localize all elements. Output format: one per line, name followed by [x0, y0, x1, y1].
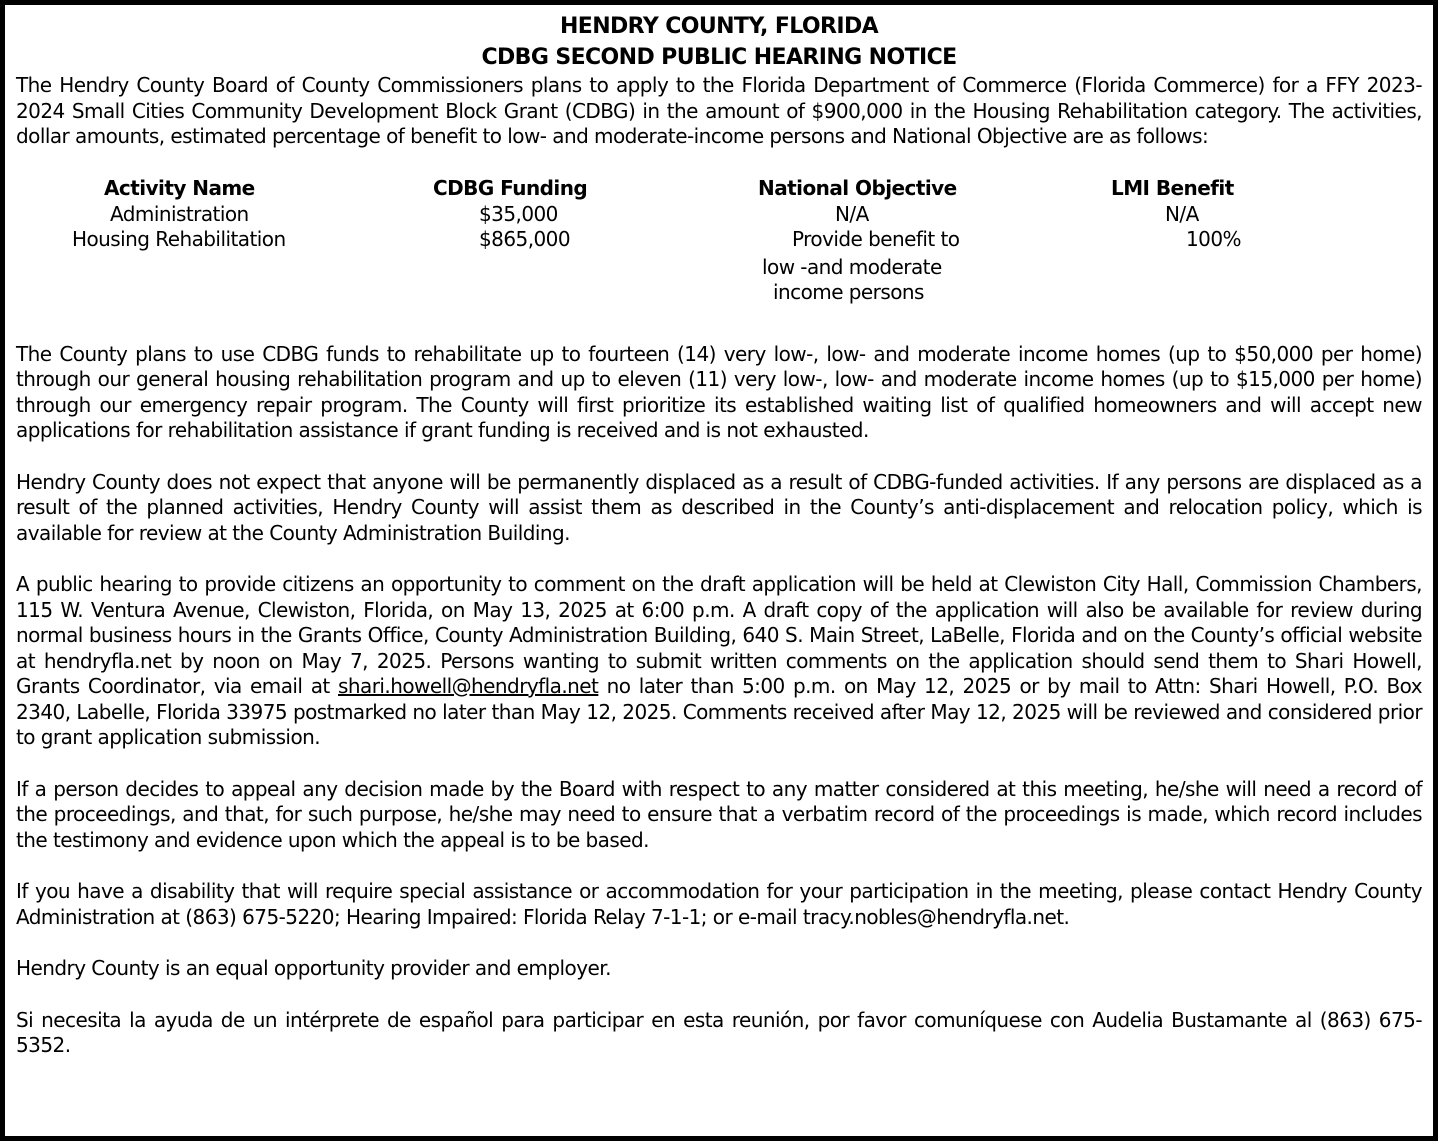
row-2-funding: $865,000 — [479, 226, 571, 251]
header-cdbg-funding: CDBG Funding — [433, 175, 588, 200]
header-lmi-benefit: LMI Benefit — [1111, 175, 1234, 200]
row-1-objective: N/A — [835, 201, 869, 226]
header-national-objective: National Objective — [758, 175, 957, 200]
displacement-paragraph: Hendry County does not expect that anyone will be permanently displaced as a result of CDBG-funded activities. If any persons are displaced as a result of the planned activities, Hendry County will assist them as described in the County’s anti-displacement and relocation policy, which is available for review at the County Administration Building. — [16, 469, 1422, 545]
plans-paragraph: The County plans to use CDBG funds to rehabilitate up to fourteen (14) very low-, low- and moderate income homes (up to $50,000 per home) through our general housing rehabilitation program and up to eleven (11) very low-, low- and moderate income homes (up to $15,000 per home) through our emergency repair program. The County will first prioritize its established waiting list of qualified homeowners and will accept new applications for rehabilitation assistance if grant funding is received and is not exhausted. — [16, 341, 1422, 442]
row-1-lmi: N/A — [1165, 201, 1199, 226]
row-2-objective-line-1: Provide benefit to — [792, 226, 960, 251]
row-2-objective-line-2: low -and moderate — [762, 254, 942, 279]
hearing-text-end: no later than 5:00 p.m. on May 12, 2025 or by mail to Attn: Shari Howell, P.O. Box 2340, Labelle, Florida 33975 postmarked no later than May 12, 2025. Comments received after May 12, 2025 will be reviewed and considered prior to grant application submission. — [16, 674, 1423, 749]
title-line-2: CDBG SECOND PUBLIC HEARING NOTICE — [481, 45, 957, 70]
disability-paragraph: If you have a disability that will require special assistance or accommodation for your participation in the meeting, please contact Hendry County Administration at (863) 675-5220; Hearing Impaired: Florida Relay 7-1-1; or e-mail tracy.nobles@hendryfla.net. — [16, 879, 1422, 929]
equal-opportunity-paragraph: Hendry County is an equal opportunity provider and employer. — [16, 956, 611, 980]
spanish-paragraph: Si necesita la ayuda de un intérprete de español para participar en esta reunión, por favor comuníquese con Audelia Bustamante al (863) 675-5352. — [16, 1007, 1422, 1057]
title-line-1: HENDRY COUNTY, FLORIDA — [559, 14, 879, 39]
notice-title — [16, 11, 1422, 73]
row-2-lmi: 100% — [1186, 226, 1241, 251]
hearing-paragraph — [16, 572, 1422, 751]
row-1-funding: $35,000 — [479, 201, 558, 226]
appeal-paragraph: If a person decides to appeal any decision made by the Board with respect to any matter considered at this meeting, he/she will need a record of the proceedings, and that, for such purpose, he/she may need to ensure that a verbatim record of the proceedings is made, which record includes the testimony and evidence upon which the appeal is to be based. — [16, 776, 1422, 852]
email-link[interactable]: shari.howell@hendryfla.net — [338, 674, 599, 698]
header-activity-name: Activity Name — [104, 175, 255, 200]
hearing-text-start: A public hearing to provide citizens an opportunity to comment on the draft application will be held at Clewiston City Hall, Commission Chambers, 115 W. Ventura Avenue, Clewiston, Florida, on May 13, 2025 at 6:00 p.m. A draft copy of the application will also be available for review during normal business hours in the Grants Office, County Administration Building, 640 S. Main Street, LaBelle, Florida and on the County’s official website at hendryfla.net by noon on May 7, 2025. Persons wanting to submit written comments on the application should send them to Shari Howell, Grants Coordinator, via email at — [16, 572, 1422, 698]
row-2-objective-line-3: income persons — [773, 279, 924, 304]
row-1-activity: Administration — [110, 201, 249, 226]
row-2-activity: Housing Rehabilitation — [72, 226, 286, 251]
activity-table — [16, 162, 1422, 314]
intro-paragraph: The Hendry County Board of County Commissioners plans to apply to the Florida Department of Commerce (Florida Commerce) for a FFY 2023-2024 Small Cities Community Development Block Grant (CDBG) in the amount of $900,000 in the Housing Rehabilitation category. The activities, dollar amounts, estimated percentage of benefit to low- and moderate-income persons and National Objective are as follows: — [16, 73, 1422, 148]
